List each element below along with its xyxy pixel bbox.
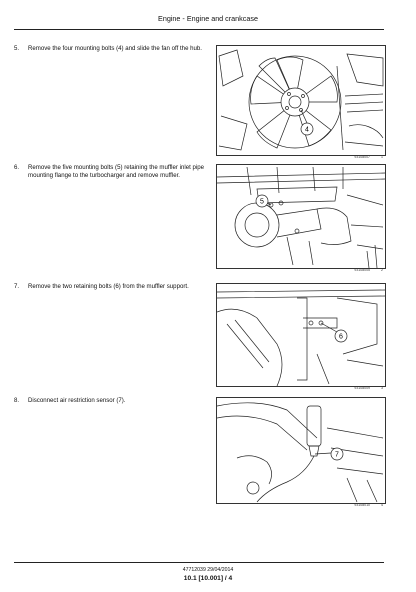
turbocharger-illustration [217,165,385,268]
step-5 [14,45,209,53]
footer-rule [14,562,384,563]
footer-page-ref: 10.1 [10.001] / 4 [183,575,233,582]
figure-2-muffler-removal [216,164,386,269]
step-text: Remove the five mounting bolts (5) retaining the muffler inlet pipe mounting flange to the turbocharger and remove muffler. [28,164,205,179]
step-8 [14,397,209,405]
figure-3-caption [216,386,384,393]
figure-1-fan-removal [216,45,386,156]
step-number: 8. [14,397,20,404]
step-text: Remove the four mounting bolts (4) and slide the fan off the hub. [28,45,203,52]
muffler-support-illustration [217,284,385,386]
figure-number: 4 [381,503,383,507]
sensor-illustration [217,398,385,503]
step-number: 5. [14,45,20,52]
figure-number: 1 [381,155,383,159]
callout-label: 7 [335,451,339,459]
figure-2-caption [216,268,384,275]
fan-illustration [217,46,385,155]
header-rule [14,29,384,30]
step-number: 7. [14,283,20,290]
callout-label: 5 [260,198,264,206]
page-header-title: Engine - Engine and crankcase [158,14,258,23]
callout-label: 4 [305,126,309,134]
step-text: Remove the two retaining bolts (6) from the muffler support. [28,283,189,290]
figure-3-muffler-support [216,283,386,387]
step-text: Disconnect air restriction sensor (7). [28,397,126,404]
callout-label: 6 [339,333,343,341]
figure-code: 93108007 [354,155,370,159]
figure-number: 2 [381,268,383,272]
step-6 [14,164,209,180]
figure-4-caption [216,503,384,510]
step-number: 6. [14,164,20,171]
footer-doc-ref: 47712039 29/04/2014 [182,567,234,573]
figure-4-air-restriction-sensor [216,397,386,504]
figure-number: 3 [381,386,383,390]
step-7 [14,283,209,291]
figure-1-caption [216,155,384,162]
figure-code: 93108009 [354,386,370,390]
figure-code: 93108005 [354,268,370,272]
figure-code: 93108010 [354,503,370,507]
